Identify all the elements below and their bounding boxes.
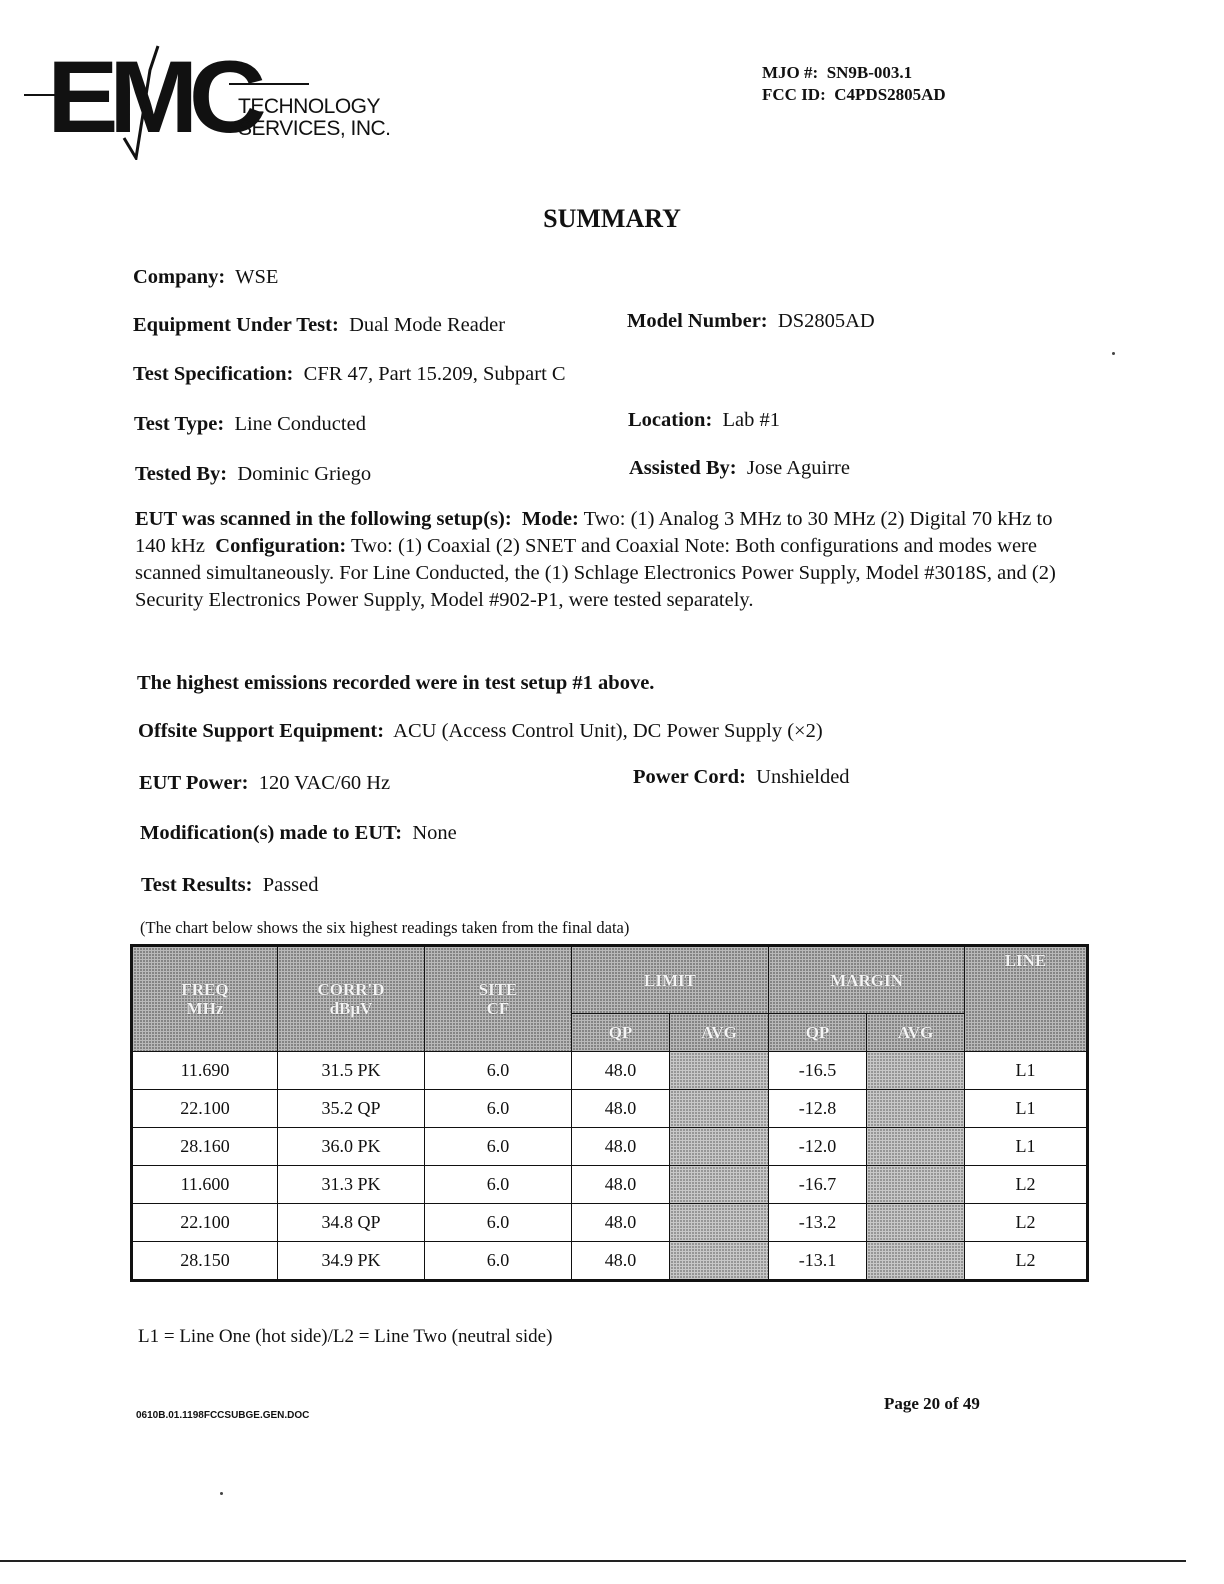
cell-margin-qp: -13.2 [769,1204,867,1242]
model-value: DS2805AD [777,310,875,332]
table-row [132,1166,1088,1204]
cell-line: L2 [965,1204,1088,1242]
company-field [133,266,278,289]
cell-line: L1 [965,1090,1088,1128]
modifications-field [140,822,457,845]
header-margin-qp: QP [769,1014,867,1052]
logo-company-name [238,96,391,140]
cell-site: 6.0 [425,1242,572,1281]
document-ids [762,62,946,106]
tested-by-label: Tested By: [135,463,228,485]
mjo-value: SN9B-003.1 [826,63,913,82]
header-limit: LIMIT [572,946,769,1014]
cell-margin-avg [867,1242,965,1281]
cell-margin-avg [867,1052,965,1090]
note-value: Both configurations and modes were scanned simultaneously. For Line Conducted, the (1) Schlage Electronics Power Supply, Model #3018S, and (2) Security Electronics Power Supply, Model #902-P1, were tested separately. [135,535,1056,611]
highest-emissions-statement: The highest emissions recorded were in test setup #1 above. [137,672,655,694]
type-field [134,413,366,436]
cell-margin-avg [867,1090,965,1128]
cell-limit-avg [670,1128,769,1166]
header-corr: CORR'D dBµV [278,946,425,1052]
cell-site: 6.0 [425,1090,572,1128]
fcc-value: C4PDS2805AD [834,85,946,104]
cell-site: 6.0 [425,1204,572,1242]
document-filename: 0610B.01.1198FCCSUBGE.GEN.DOC [136,1410,310,1421]
company-value: WSE [235,266,279,288]
header-site-cf: SITE CF [425,946,572,1052]
emissions-table [130,944,1089,1282]
cell-margin-qp: -16.7 [769,1166,867,1204]
spec-field [133,363,566,386]
location-label: Location: [628,409,713,431]
assisted-by-label: Assisted By: [629,457,737,479]
cell-limit-avg [670,1242,769,1281]
offsite-label: Offsite Support Equipment: [138,720,385,742]
cell-site: 6.0 [425,1128,572,1166]
offsite-field [138,720,823,743]
tested-by-field [135,463,371,486]
cell-margin-avg [867,1204,965,1242]
mjo-label: MJO #: [762,63,819,82]
table-caption: (The chart below shows the six highest readings taken from the final data) [140,918,630,937]
header-freq: FREQ MHz [132,946,278,1052]
logo-line-services: SERVICES, INC. [238,117,391,140]
cell-margin-qp: -13.1 [769,1242,867,1281]
cell-limit-qp: 48.0 [572,1052,670,1090]
cell-line: L2 [965,1166,1088,1204]
scan-speck [220,1492,223,1495]
header-line: LINE [965,946,1088,1052]
cell-limit-qp: 48.0 [572,1090,670,1128]
cell-limit-qp: 48.0 [572,1128,670,1166]
cell-freq: 28.150 [132,1242,278,1281]
model-label: Model Number: [627,310,768,332]
fcc-label: FCC ID: [762,85,826,104]
eut-label: Equipment Under Test: [133,314,339,336]
cell-corr: 34.9 PK [278,1242,425,1281]
cell-freq: 11.600 [132,1166,278,1204]
note-label: Note: [684,535,731,557]
cell-margin-qp: -12.8 [769,1090,867,1128]
cell-margin-qp: -16.5 [769,1052,867,1090]
scan-speck [1112,352,1115,355]
header-limit-qp: QP [572,1014,670,1052]
cell-freq: 28.160 [132,1128,278,1166]
assisted-by-value: Jose Aguirre [746,457,850,479]
configuration-value: Two: (1) Coaxial (2) SNET and Coaxial [351,535,680,557]
eut-power-value: 120 VAC/60 Hz [258,772,391,794]
test-results-label: Test Results: [141,874,253,896]
cell-freq: 22.100 [132,1204,278,1242]
page-number: Page 20 of 49 [884,1394,980,1413]
cell-margin-qp: -12.0 [769,1128,867,1166]
header-margin: MARGIN [769,946,965,1014]
eut-power-field [139,772,390,795]
setup-lead-label: EUT was scanned in the following setup(s): [135,508,512,530]
mode-label: Mode: [521,508,579,530]
cell-limit-avg [670,1090,769,1128]
header-limit-avg: AVG [670,1014,769,1052]
table-row [132,1090,1088,1128]
table-row [132,1204,1088,1242]
cell-corr: 36.0 PK [278,1128,425,1166]
table-row [132,1128,1088,1166]
bottom-rule [0,1560,1186,1562]
cell-line: L2 [965,1242,1088,1281]
company-label: Company: [133,266,226,288]
power-cord-value: Unshielded [756,766,850,788]
header-margin-avg: AVG [867,1014,965,1052]
page-title: SUMMARY [543,204,681,233]
cell-site: 6.0 [425,1052,572,1090]
power-cord-label: Power Cord: [633,766,746,788]
cell-limit-avg [670,1166,769,1204]
cell-limit-qp: 48.0 [572,1204,670,1242]
line-legend: L1 = Line One (hot side)/L2 = Line Two (neutral side) [138,1326,553,1347]
type-label: Test Type: [134,413,225,435]
cell-corr: 35.2 QP [278,1090,425,1128]
cell-limit-avg [670,1204,769,1242]
model-field [627,310,875,333]
modifications-label: Modification(s) made to EUT: [140,822,403,844]
setup-paragraph [135,506,1065,614]
tested-by-value: Dominic Griego [237,463,372,485]
table-row [132,1052,1088,1090]
spec-value: CFR 47, Part 15.209, Subpart C [303,363,566,385]
spec-label: Test Specification: [133,363,294,385]
type-value: Line Conducted [234,413,366,435]
logo-line-technology: TECHNOLOGY [238,95,381,118]
eut-power-label: EUT Power: [139,772,249,794]
cell-corr: 31.5 PK [278,1052,425,1090]
test-results-value: Passed [262,874,319,896]
cell-limit-avg [670,1052,769,1090]
cell-limit-qp: 48.0 [572,1242,670,1281]
assisted-by-field [629,457,850,480]
cell-corr: 31.3 PK [278,1166,425,1204]
fcc-line [762,84,946,106]
mjo-line [762,62,946,84]
configuration-label: Configuration: [215,535,347,557]
cell-limit-qp: 48.0 [572,1166,670,1204]
cell-margin-avg [867,1166,965,1204]
test-results-field [141,874,319,897]
cell-corr: 34.8 QP [278,1204,425,1242]
table-row [132,1242,1088,1281]
cell-site: 6.0 [425,1166,572,1204]
mode-value: Two: (1) Analog 3 MHz to 30 MHz (2) Digital 70 kHz to 140 kHz [135,508,1053,557]
location-field [628,409,780,432]
location-value: Lab #1 [722,409,781,431]
offsite-value: ACU (Access Control Unit), DC Power Supply (×2) [393,720,823,742]
cell-margin-avg [867,1128,965,1166]
cell-freq: 22.100 [132,1090,278,1128]
logo-letters: EMC [47,40,257,155]
cell-freq: 11.690 [132,1052,278,1090]
cell-line: L1 [965,1052,1088,1090]
modifications-value: None [412,822,457,844]
eut-value: Dual Mode Reader [349,314,506,336]
cell-line: L1 [965,1128,1088,1166]
power-cord-field [633,766,850,789]
eut-field [133,314,505,337]
